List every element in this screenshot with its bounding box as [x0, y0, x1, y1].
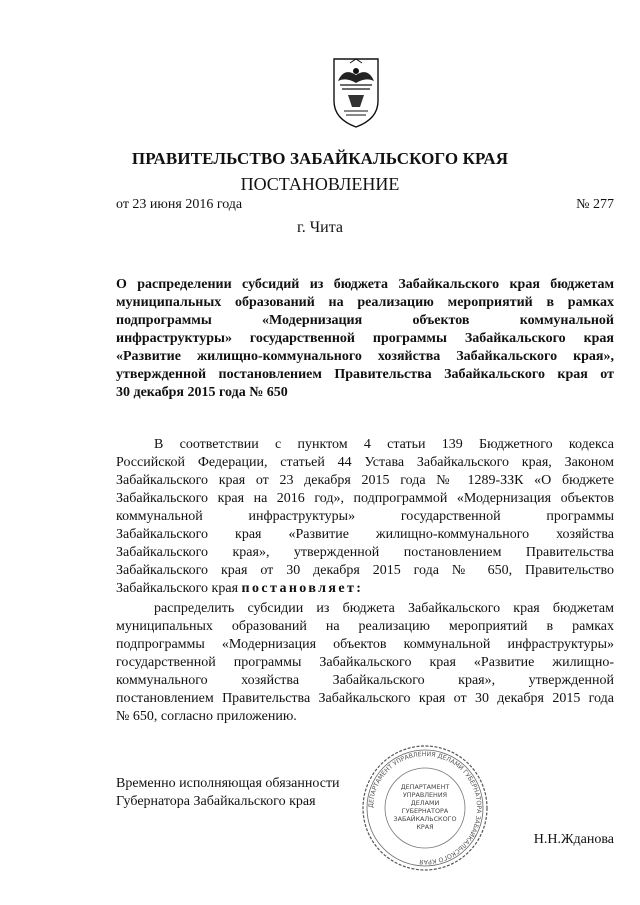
document-number: № 277 — [576, 197, 614, 212]
paragraph-line: Забайкальского края от 23 декабря 2015 года № 1289-ЗЗК «О бюджете — [116, 473, 614, 488]
signatory-position-line: Губернатора Забайкальского края — [116, 794, 316, 809]
paragraph-line: муниципальных образований на реализацию мероприятий в рамках — [116, 619, 614, 634]
document-city: г. Чита — [296, 219, 343, 236]
title-line: «Развитие жилищно-коммунального хозяйства Забайкальского края», — [116, 349, 614, 364]
paragraph-line: Забайкальского края «Развитие жилищно-коммунального хозяйства — [116, 527, 614, 542]
stamp-text-line: ЗАБАЙКАЛЬСКОГО — [393, 815, 457, 823]
paragraph-line: Забайкальского края от 30 декабря 2015 года № 650, Правительство — [116, 563, 614, 578]
title-line: утвержденной постановлением Правительства Забайкальского края от — [116, 367, 614, 382]
paragraph-line: В соответствии с пунктом 4 статьи 139 Бюджетного кодекса — [154, 437, 614, 452]
official-stamp — [360, 743, 490, 873]
stamp-text-line: ДЕЛАМИ — [410, 799, 440, 807]
paragraph-line: государственной программы Забайкальского края «Развитие жилищно- — [116, 655, 614, 670]
stamp-text-line: УПРАВЛЕНИЯ — [402, 791, 448, 799]
stamp-text-line: КРАЯ — [416, 823, 434, 831]
paragraph-line: коммунального хозяйства Забайкальского края», утвержденной — [116, 673, 614, 688]
paragraph-line: подпрограммы «Модернизация объектов коммунальной инфраструктуры» — [116, 637, 614, 652]
signatory-position-line: Временно исполняющая обязанности — [116, 776, 340, 791]
government-name: ПРАВИТЕЛЬСТВО ЗАБАЙКАЛЬСКОГО КРАЯ — [131, 149, 509, 168]
document-type: ПОСТАНОВЛЕНИЕ — [240, 174, 400, 194]
title-line: 30 декабря 2015 года № 650 — [116, 385, 288, 400]
paragraph-line: распределить субсидии из бюджета Забайкальского края бюджетам — [154, 601, 614, 616]
document-date: от 23 июня 2016 года — [116, 197, 243, 212]
stamp-text-line: ДЕПАРТАМЕНТ — [400, 783, 450, 791]
paragraph-line: № 650, согласно приложению. — [116, 709, 297, 724]
title-line: муниципальных образований на реализацию мероприятий в рамках — [116, 295, 614, 310]
paragraph-line — [116, 580, 614, 598]
title-line: О распределении субсидий из бюджета Забайкальского края бюджетам — [116, 277, 614, 292]
title-line: подпрограммы «Модернизация объектов коммунальной — [116, 313, 614, 328]
stamp-ring-text: ДЕПАРТАМЕНТ УПРАВЛЕНИЯ ДЕЛАМИ ГУБЕРНАТОРА ЗАБАЙКАЛЬСКОГО КРАЯ — [367, 750, 483, 866]
paragraph-line: коммунальной инфраструктуры» государственной программы — [116, 509, 614, 524]
stamp-text-line: ГУБЕРНАТОРА — [401, 807, 449, 815]
title-line: инфраструктуры» государственной программы Забайкальского края — [116, 331, 614, 346]
paragraph-line: Российской Федерации, статьей 44 Устава Забайкальского края, Законом — [116, 455, 614, 470]
paragraph-line: Забайкальского края», утвержденной постановлением Правительства — [116, 545, 614, 560]
resolves-keyword: постановляет: — [241, 581, 364, 596]
paragraph-text: Забайкальского края — [116, 581, 242, 596]
coat-of-arms-icon — [330, 55, 382, 130]
signatory-name: Н.Н.Жданова — [533, 832, 614, 847]
paragraph-line: Забайкальского края на 2016 год», подпрограммой «Модернизация объектов — [116, 491, 614, 506]
paragraph-line: постановлением Правительства Забайкальского края от 30 декабря 2015 года — [116, 691, 614, 706]
